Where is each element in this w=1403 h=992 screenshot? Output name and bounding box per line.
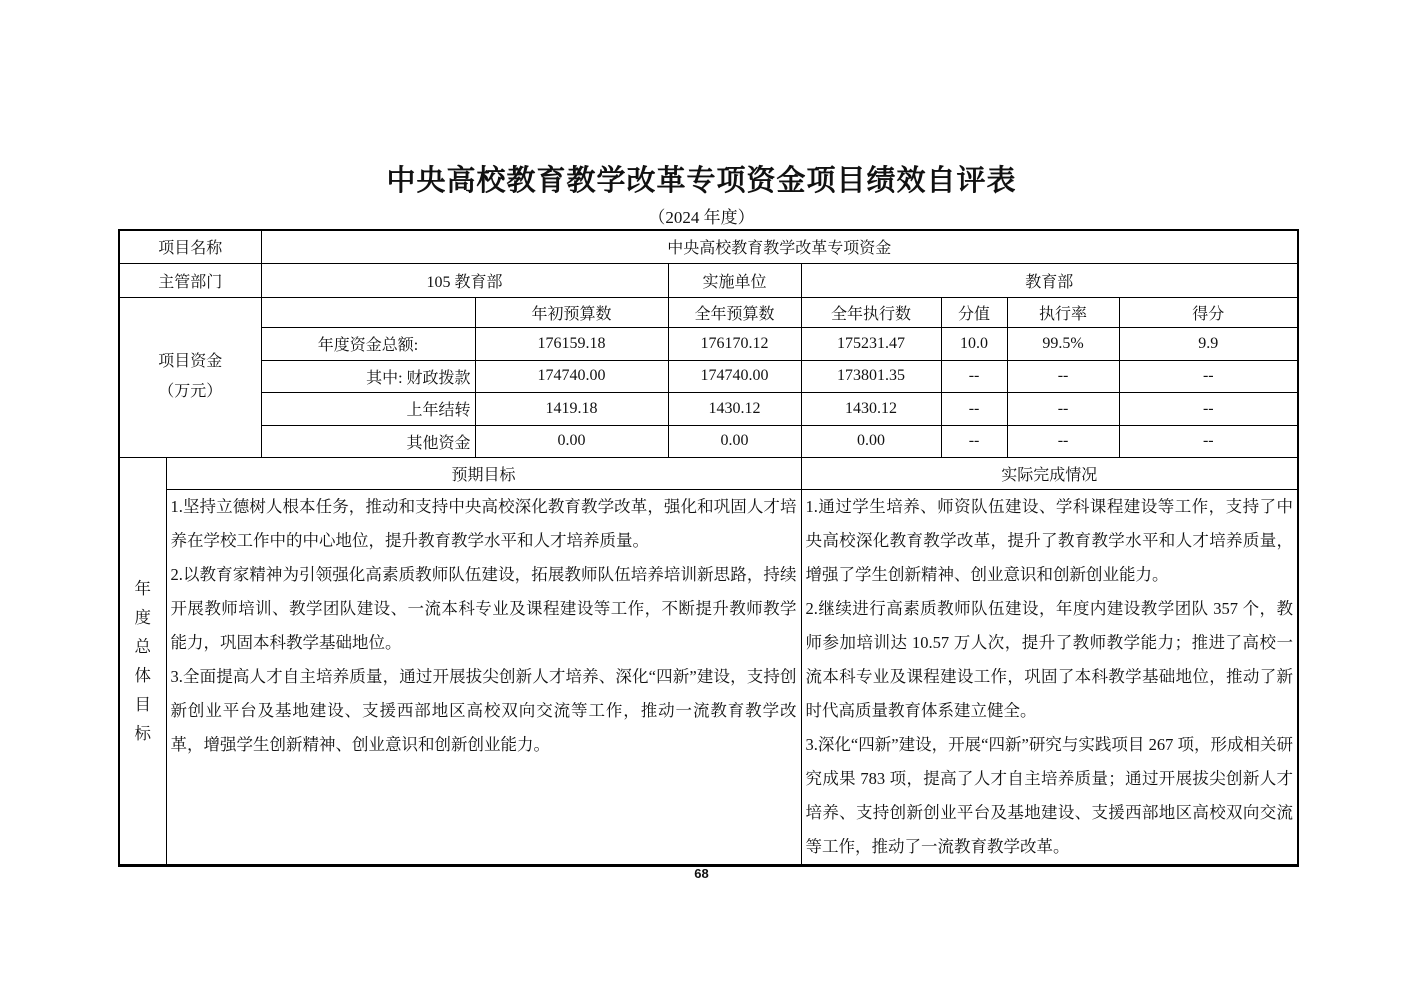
implementing-unit-value: 教育部 — [801, 263, 1298, 297]
funding-value-cell: 0.00 — [668, 425, 801, 457]
actual-completion-header: 实际完成情况 — [801, 457, 1298, 489]
funding-value-cell: 1430.12 — [801, 392, 941, 425]
funding-value-cell: 0.00 — [475, 425, 668, 457]
col-header-score-weight: 分值 — [941, 297, 1007, 327]
funding-row-label: 上年结转 — [261, 392, 475, 425]
funding-value-cell: 9.9 — [1119, 327, 1298, 360]
col-header-executed: 全年执行数 — [801, 297, 941, 327]
funding-value-cell: 174740.00 — [475, 360, 668, 392]
expected-goals-header: 预期目标 — [166, 457, 801, 489]
funding-row-label-header-empty — [261, 297, 475, 327]
funding-value-cell: 0.00 — [801, 425, 941, 457]
funding-section-label-line2: （万元） — [158, 383, 223, 400]
funding-row-label: 其中: 财政拨款 — [261, 360, 475, 392]
col-header-score: 得分 — [1119, 297, 1298, 327]
expected-goals-cell — [166, 489, 801, 865]
funding-row-label: 其他资金 — [261, 425, 475, 457]
funding-row-carryover — [119, 392, 1298, 425]
actual-completion-item: 2.继续进行高素质教师队伍建设，年度内建设教学团队 357 个，教师参加培训达 10.57 万人次，提升了教师教学能力；推进了高校一流本科专业及课程建设工作，巩固了本科教学基础地位，推动了新时代高质量教育体系建立健全。 — [805, 598, 1294, 720]
funding-row-total — [119, 327, 1298, 360]
funding-value-cell: 174740.00 — [668, 360, 801, 392]
funding-header-row — [119, 297, 1298, 327]
project-name-value: 中央高校教育教学改革专项资金 — [261, 230, 1298, 263]
annual-goals-vertical-text: 年 度 总 体 目 标 — [134, 578, 151, 743]
funding-value-cell: 176170.12 — [668, 327, 801, 360]
funding-value-cell: -- — [1007, 425, 1119, 457]
funding-value-cell: 10.0 — [941, 327, 1007, 360]
funding-value-cell: -- — [941, 360, 1007, 392]
goals-header-row — [119, 457, 1298, 489]
project-name-label: 项目名称 — [119, 230, 261, 263]
funding-value-cell: -- — [941, 425, 1007, 457]
funding-row-label: 年度资金总额: — [261, 327, 475, 360]
funding-section-label — [119, 297, 261, 457]
page-number: 68 — [694, 866, 709, 881]
actual-completion-cell — [801, 489, 1298, 865]
funding-value-cell: -- — [941, 392, 1007, 425]
funding-value-cell: -- — [1007, 392, 1119, 425]
funding-row-other — [119, 425, 1298, 457]
department-row — [119, 263, 1298, 297]
goals-content-row — [119, 489, 1298, 865]
expected-goal-item: 2.以教育家精神为引领强化高素质教师队伍建设，拓展教师队伍培养培训新思路，持续开展教师培训、教学团队建设、一流本科专业及课程建设等工作，不断提升教师教学能力，巩固本科教学基础地位。 — [170, 564, 797, 652]
funding-value-cell: -- — [1119, 392, 1298, 425]
funding-value-cell: -- — [1119, 360, 1298, 392]
funding-value-cell: -- — [1119, 425, 1298, 457]
col-header-execution-rate: 执行率 — [1007, 297, 1119, 327]
supervisor-dept-label: 主管部门 — [119, 263, 261, 297]
funding-value-cell: 176159.18 — [475, 327, 668, 360]
page-title: 中央高校教育教学改革专项资金项目绩效自评表 — [386, 165, 1017, 197]
funding-section-label-line1: 项目资金 — [158, 353, 223, 370]
funding-value-cell: -- — [1007, 360, 1119, 392]
actual-completion-item: 3.深化“四新”建设，开展“四新”研究与实践项目 267 项，形成相关研究成果 783 项，提高了人才自主培养质量；通过开展拔尖创新人才培养、支持创新创业平台及基地建设、支援西部地区高校双向交流等工作，推动了一流教育教学改革。 — [805, 734, 1294, 856]
page-subtitle: （2024 年度） — [648, 208, 755, 227]
self-eval-table — [118, 229, 1299, 867]
col-header-full-year-budget: 全年预算数 — [668, 297, 801, 327]
annual-goals-section-label — [119, 457, 166, 865]
project-name-row — [119, 230, 1298, 263]
actual-completion-item: 1.通过学生培养、师资队伍建设、学科课程建设等工作，支持了中央高校深化教育教学改革，提升了教育教学水平和人才培养质量，增强了学生创新精神、创业意识和创新创业能力。 — [805, 496, 1294, 584]
implementing-unit-label: 实施单位 — [668, 263, 801, 297]
funding-value-cell: 1430.12 — [668, 392, 801, 425]
col-header-initial-budget: 年初预算数 — [475, 297, 668, 327]
funding-value-cell: 175231.47 — [801, 327, 941, 360]
funding-value-cell: 1419.18 — [475, 392, 668, 425]
funding-value-cell: 99.5% — [1007, 327, 1119, 360]
funding-row-fiscal — [119, 360, 1298, 392]
supervisor-dept-value: 105 教育部 — [261, 263, 668, 297]
funding-value-cell: 173801.35 — [801, 360, 941, 392]
expected-goal-item: 1.坚持立德树人根本任务，推动和支持中央高校深化教育教学改革，强化和巩固人才培养在学校工作中的中心地位，提升教育教学水平和人才培养质量。 — [170, 496, 797, 550]
expected-goal-item: 3.全面提高人才自主培养质量，通过开展拔尖创新人才培养、深化“四新”建设，支持创新创业平台及基地建设、支援西部地区高校双向交流等工作，推动一流教育教学改革，增强学生创新精神、创业意识和创新创业能力。 — [170, 666, 797, 754]
